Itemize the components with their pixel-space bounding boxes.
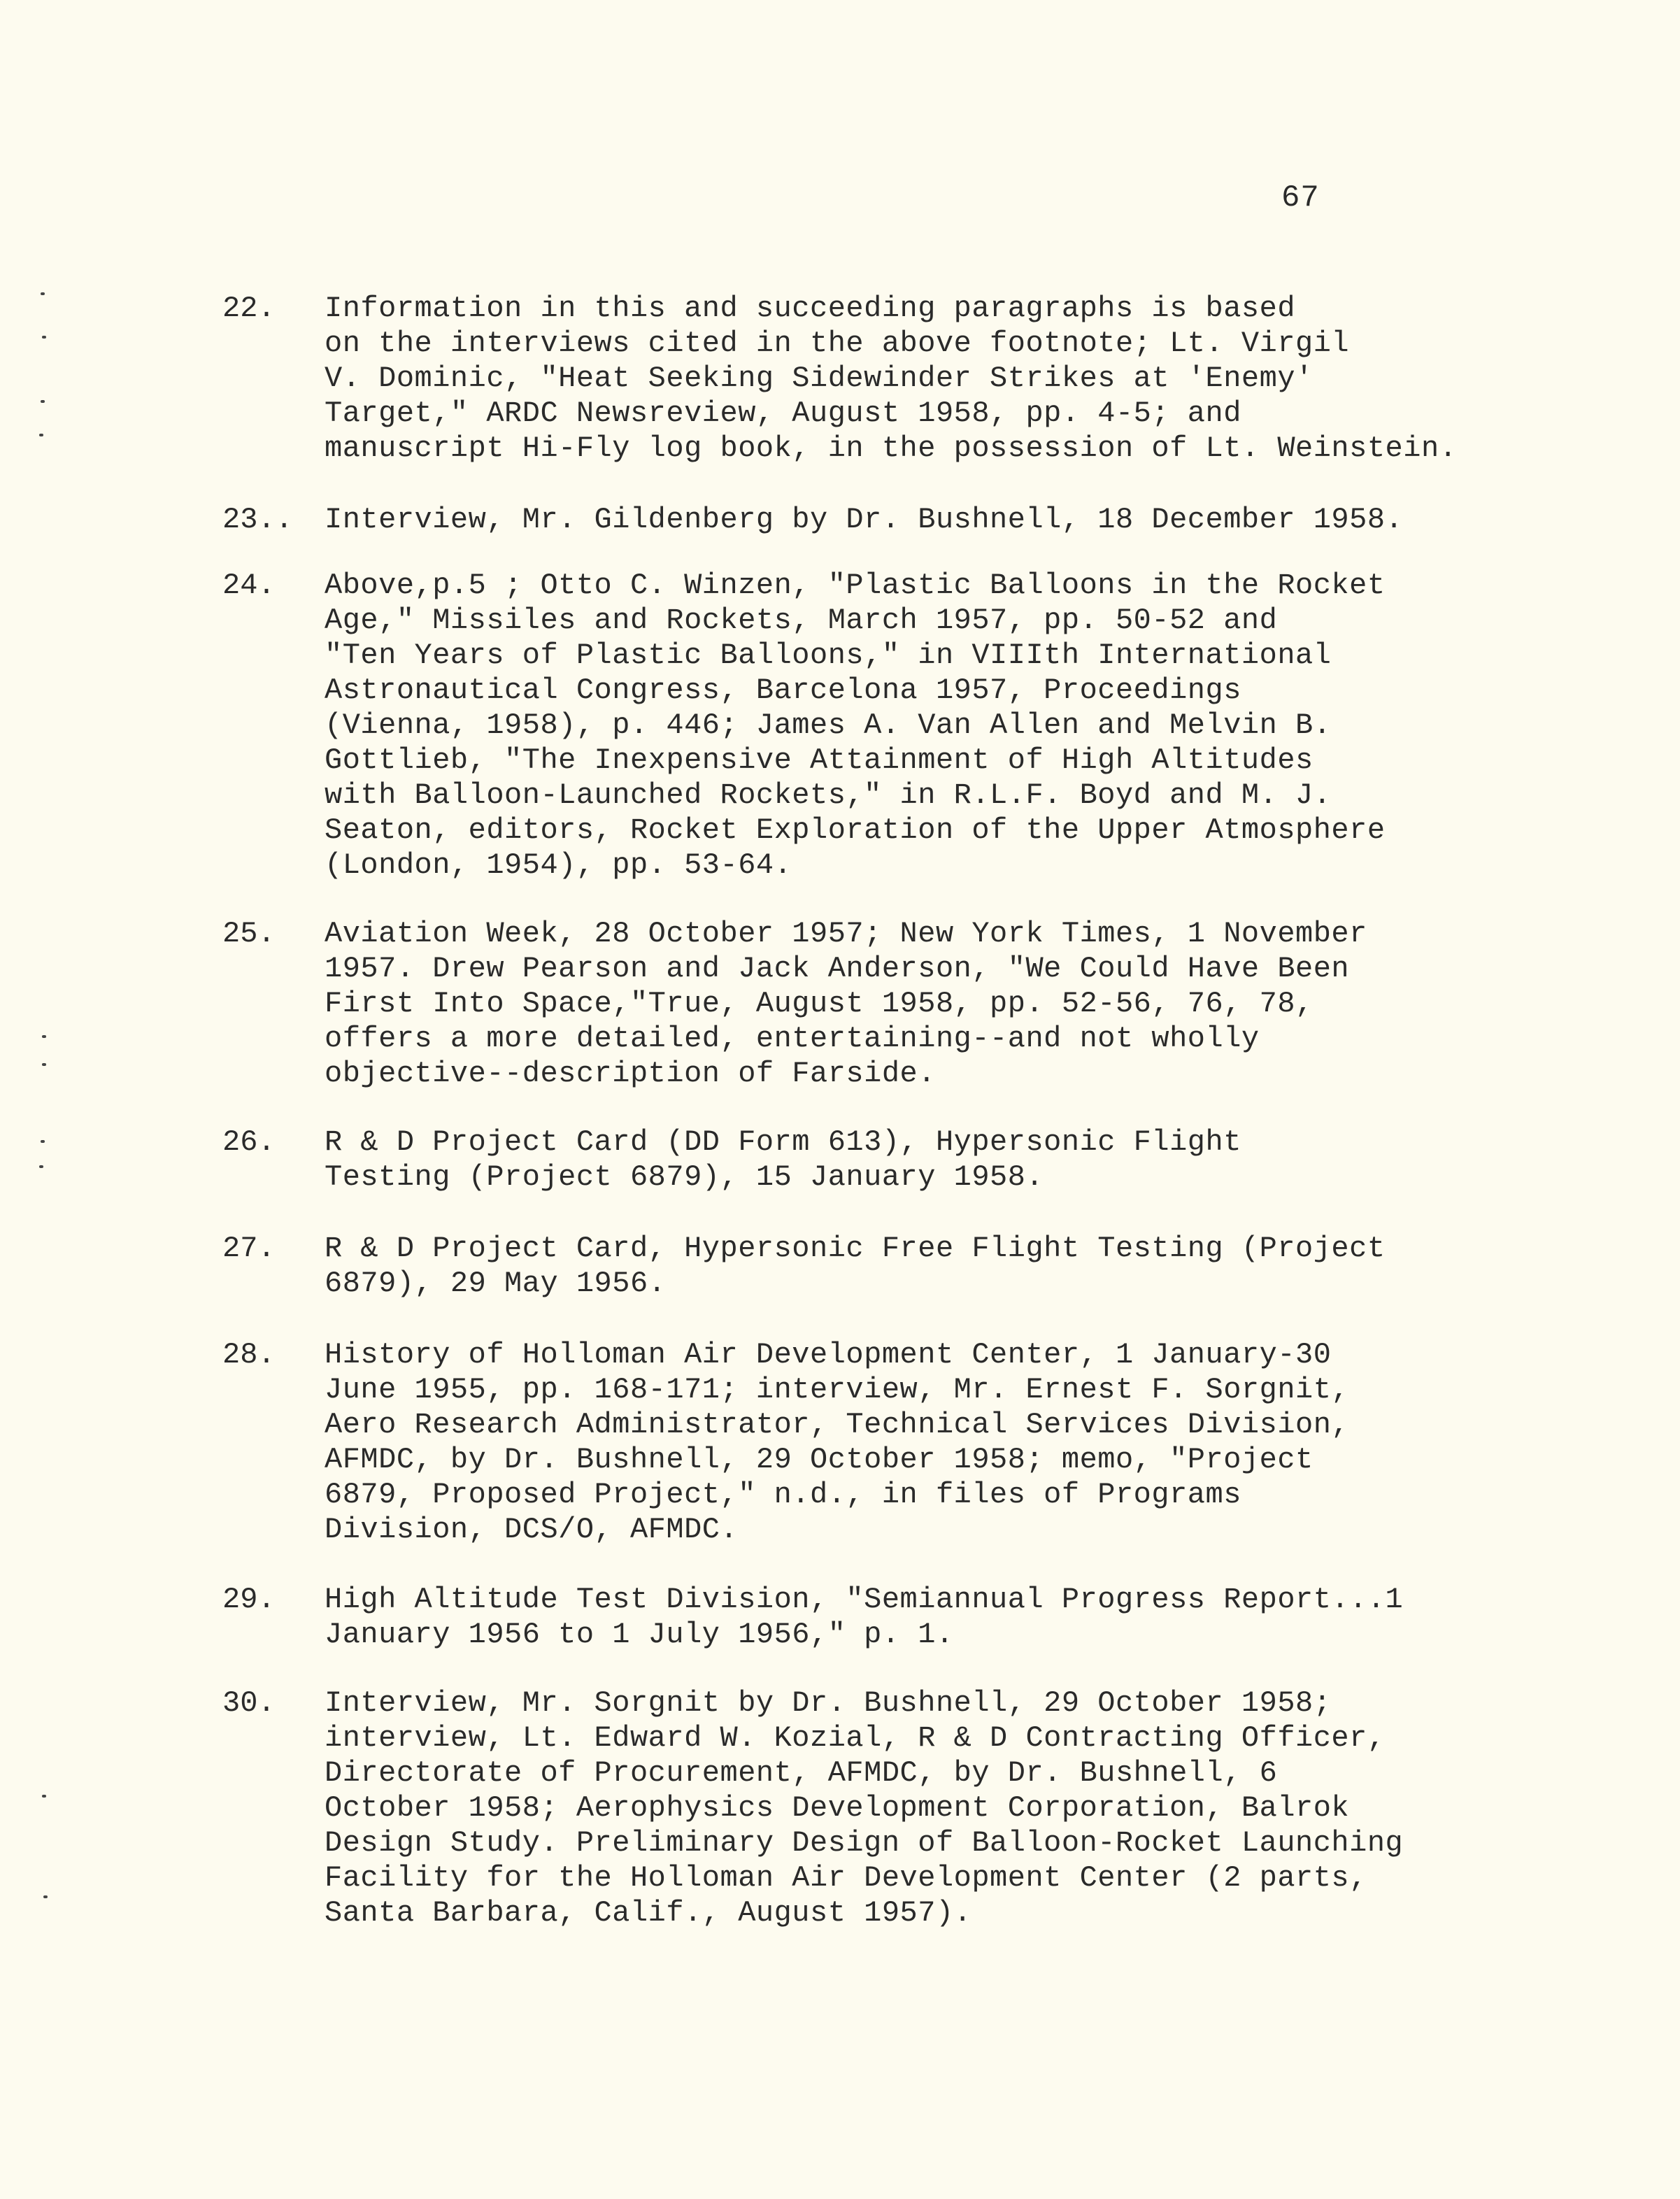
footnote-line: (Vienna, 1958), p. 446; James A. Van Allen and Melvin B. [325,709,1332,742]
margin-mark [43,1895,48,1898]
footnote-text [325,291,1458,466]
footnote-text [325,916,1444,1091]
footnote-line: Interview, Mr. Sorgnit by Dr. Bushnell, 29 October 1958; [325,1686,1332,1720]
footnote-number: 30. [222,1686,276,1720]
footnote-text [325,1686,1444,1930]
footnote-line: Aviation Week, 28 October 1957; New York Times, 1 November [325,917,1367,951]
footnote-line: with Balloon-Launched Rockets," in R.L.F. Boyd and M. J. [325,778,1332,812]
footnote-line: Target," ARDC Newsreview, August 1958, pp. 4-5; and [325,397,1241,430]
footnote-line: History of Holloman Air Development Center, 1 January-30 [325,1338,1332,1372]
footnote-line: (London, 1954), pp. 53-64. [325,848,792,882]
margin-mark [41,292,45,295]
footnote-line: 1957. Drew Pearson and Jack Anderson, "We Could Have Been [325,952,1350,985]
footnote-line: on the interviews cited in the above footnote; Lt. Virgil [325,327,1350,360]
margin-mark [42,1063,46,1066]
footnote-line: Division, DCS/O, AFMDC. [325,1513,739,1546]
footnote-line: Above,p.5 ; Otto C. Winzen, "Plastic Balloons in the Rocket [325,569,1386,602]
footnote-number: 23.. [222,503,293,536]
footnote-number: 28. [222,1338,276,1372]
page-number: 67 [1281,180,1320,215]
footnote-line: Aero Research Administrator, Technical Services Division, [325,1408,1350,1442]
margin-mark [39,1165,43,1168]
footnote-line: Design Study. Preliminary Design of Balloon-Rocket Launching [325,1826,1404,1860]
margin-mark [39,434,43,436]
footnote-number: 25. [222,917,276,951]
footnote-number: 24. [222,569,276,602]
footnote-line: Gottlieb, "The Inexpensive Attainment of High Altitudes [325,743,1314,777]
footnote-text [325,502,1444,537]
margin-mark [41,1140,45,1143]
footnote-line: Interview, Mr. Gildenberg by Dr. Bushnell, 18 December 1958. [325,503,1404,536]
footnote-line: R & D Project Card (DD Form 613), Hypersonic Flight [325,1125,1241,1159]
footnote-line: R & D Project Card, Hypersonic Free Flight Testing (Project [325,1232,1386,1265]
footnote-line: manuscript Hi-Fly log book, in the possession of Lt. Weinstein. [325,432,1458,465]
footnote-line: January 1956 to 1 July 1956," p. 1. [325,1618,954,1651]
footnote-number: 26. [222,1125,276,1159]
footnote-line: offers a more detailed, entertaining--and not wholly [325,1022,1260,1055]
footnote-line: interview, Lt. Edward W. Kozial, R & D Contracting Officer, [325,1721,1386,1755]
margin-mark [42,336,46,339]
footnote-text [325,1582,1444,1652]
footnote-line: June 1955, pp. 168-171; interview, Mr. Ernest F. Sorgnit, [325,1373,1350,1407]
footnote-line: October 1958; Aerophysics Development Corporation, Balrok [325,1791,1350,1825]
footnote-text [325,568,1444,883]
footnote-line: Santa Barbara, Calif., August 1957). [325,1896,972,1930]
margin-mark [42,1795,46,1798]
footnote-line: Facility for the Holloman Air Development Center (2 parts, [325,1861,1367,1895]
footnote-line: High Altitude Test Division, "Semiannual Progress Report...1 [325,1583,1404,1616]
footnote-line: Testing (Project 6879), 15 January 1958. [325,1160,1044,1194]
footnote-line: V. Dominic, "Heat Seeking Sidewinder Strikes at 'Enemy' [325,362,1314,395]
footnote-line: Age," Missiles and Rockets, March 1957, pp. 50-52 and [325,604,1278,637]
margin-mark [41,400,45,403]
footnote-line: "Ten Years of Plastic Balloons," in VIIIth International [325,639,1332,672]
footnote-line: Information in this and succeeding paragraphs is based [325,292,1296,325]
footnote-line: First Into Space,"True, August 1958, pp. 52-56, 76, 78, [325,987,1314,1020]
footnote-line: 6879, Proposed Project," n.d., in files of Programs [325,1478,1241,1511]
margin-mark [42,1035,46,1038]
footnote-text [325,1125,1444,1195]
footnote-line: Astronautical Congress, Barcelona 1957, Proceedings [325,674,1241,707]
footnote-text [325,1337,1444,1547]
footnote-line: objective--description of Farside. [325,1057,936,1090]
footnote-text [325,1231,1444,1301]
footnote-line: Seaton, editors, Rocket Exploration of the Upper Atmosphere [325,813,1386,847]
footnote-line: AFMDC, by Dr. Bushnell, 29 October 1958; memo, "Project [325,1443,1314,1476]
footnote-number: 27. [222,1232,276,1265]
footnote-number: 22. [222,292,276,325]
footnote-line: 6879), 29 May 1956. [325,1267,667,1300]
footnote-line: Directorate of Procurement, AFMDC, by Dr. Bushnell, 6 [325,1756,1278,1790]
footnote-number: 29. [222,1583,276,1616]
